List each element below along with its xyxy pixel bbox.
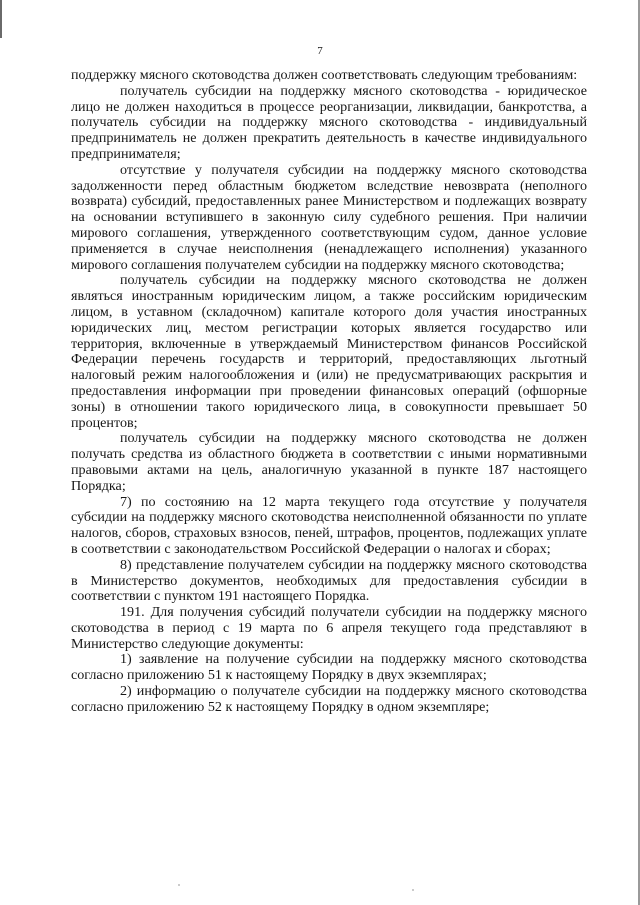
paragraph-requirement-debt: отсутствие у получателя субсидии на поддержку мясного скотоводства задолженности перед областным бюджетом вследствие невозврата (неполного возврата) субсидий, предоставленных ранее Министерством и подлежащих возврату на основании вступившего в законную силу судебного решения. При наличии мирового соглашения, утвержденного соответствующим судом, данное условие применяется в случае неисполнения (ненадлежащего исполнения) указанного мирового соглашения получателем субсидии на поддержку мясного скотоводства;	[71, 161, 587, 273]
paragraph-doc-item-1: 1) заявление на получение субсидии на поддержку мясного скотоводства согласно приложению 51 к настоящему Порядку в двух экземплярах;	[71, 651, 587, 684]
paragraph-continuation: поддержку мясного скотоводства должен соответствовать следующим требованиям:	[71, 67, 578, 83]
paragraph-section-191: 191. Для получения субсидий получатели субсидии на поддержку мясного скотоводства в период с 19 марта по 6 апреля текущего года представляют в Министерство следующие документы:	[71, 604, 587, 652]
paragraph-requirement-foreign-entity: получатель субсидии на поддержку мясного скотоводства не должен являться иностранным юридическим лицом, а также российским юридическим лицом, в уставном (складочном) капитале которого доля участия иностранных юридических лиц, местом регистрации которых является государство или территория, включенные в утверждаемый Министерством финансов Российской Федерации перечень государств и территорий, предоставляющих льготный налоговый режим налогообложения и (или) не предусматривающих раскрытия и предоставления информации при проведении финансовых операций (офшорные зоны) в отношении такого юридического лица, в совокупности превышает 50 процентов;	[71, 272, 587, 431]
scan-left-edge	[0, 0, 2, 38]
scan-speck	[412, 889, 414, 891]
paragraph-requirement-no-other-funds: получатель субсидии на поддержку мясного скотоводства не должен получать средства из областного бюджета в соответствии с иными нормативными правовыми актами на цель, аналогичную указанной в пункте 187 настоящего Порядка;	[71, 430, 587, 494]
page-number: 7	[317, 45, 323, 57]
scan-speck	[178, 884, 180, 886]
paragraph-item-8: 8) представление получателем субсидии на поддержку мясного скотоводства в Министерство документов, необходимых для предоставления субсидии в соответствии с пунктом 191 настоящего Порядка.	[71, 556, 587, 605]
paragraph-item-7: 7) по состоянию на 12 марта текущего года отсутствие у получателя субсидии на поддержку мясного скотоводства неисполненной обязанности по уплате налогов, сборов, страховых взносов, пеней, штрафов, процентов, подлежащих уплате в соответствии с законодательством Российской Федерации о налогах и сборах;	[71, 493, 587, 557]
paragraph-doc-item-2: 2) информацию о получателе субсидии на поддержку мясного скотоводства согласно приложению 52 к настоящему Порядку в одном экземпляре;	[71, 683, 587, 715]
paragraph-requirement-reorganization: получатель субсидии на поддержку мясного скотоводства - юридическое лицо не должен находиться в процессе реорганизации, ликвидации, банкротства, а получатель субсидии на поддержку мясного скотоводства - индивидуальный предприниматель не должен прекратить деятельность в качестве индивидуального предпринимателя;	[71, 82, 587, 162]
document-body	[71, 68, 587, 716]
